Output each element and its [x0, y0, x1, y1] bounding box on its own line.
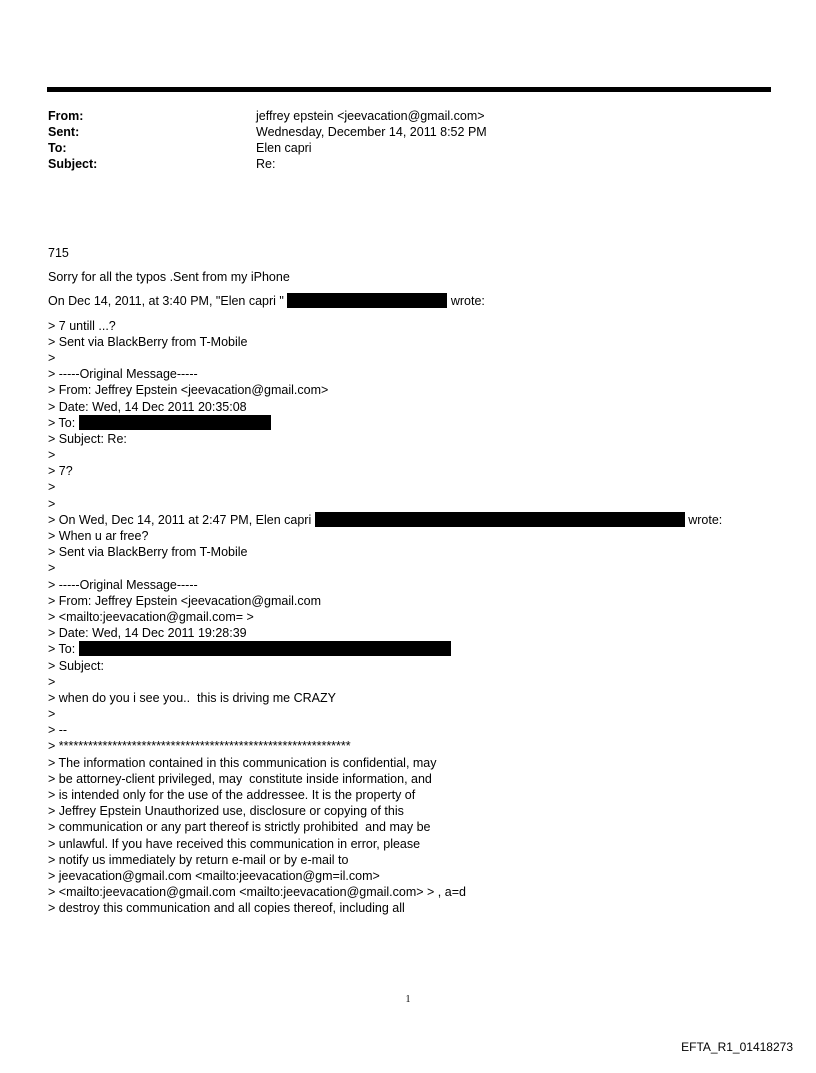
quoted-block-1 — [48, 318, 768, 415]
quoted-line: > 7? — [48, 464, 73, 479]
quoted-line: > destroy this communication and all copies thereof, including all — [48, 901, 405, 916]
quoted-line: > -----Original Message----- — [48, 577, 198, 592]
quoted-line: > The information contained in this communication is confidential, may — [48, 755, 437, 770]
quoted-line: > Date: Wed, 14 Dec 2011 19:28:39 — [48, 626, 247, 641]
quoted-line: > <mailto:jeevacation@gmail.com= > — [48, 609, 254, 624]
quoted-line: > — [48, 674, 56, 689]
quoted-line: > -----Original Message----- — [48, 367, 198, 382]
quoted-to-line — [48, 641, 768, 657]
header-label: Subject: — [48, 157, 98, 171]
quoted-line: > <mailto:jeevacation@gmail.com <mailto:jeevacation@gmail.com> > , a=d — [48, 885, 466, 900]
reply-intro-wrote: wrote: — [450, 294, 485, 309]
quoted-line: > — [48, 448, 56, 463]
quoted-line: > — [48, 480, 56, 495]
quoted-line: > 7 untill ...? — [48, 318, 116, 333]
header-row-to — [48, 140, 748, 156]
quoted-line: > communication or any part thereof is strictly prohibited and may be — [48, 820, 431, 835]
quoted-line: > Jeffrey Epstein Unauthorized use, disclosure or copying of this — [48, 804, 404, 819]
quoted-line: > ************************************************************ — [48, 739, 351, 754]
header-label: Sent: — [48, 125, 80, 139]
header-row-from — [48, 108, 748, 124]
quoted-line: > -- — [48, 723, 68, 738]
header-rule — [47, 87, 771, 92]
quoted-line: > — [48, 496, 56, 511]
email-body — [48, 245, 768, 917]
header-value: Wednesday, December 14, 2011 8:52 PM — [256, 125, 487, 139]
quoted-line: > — [48, 350, 56, 365]
quoted-line: > Subject: Re: — [48, 431, 127, 446]
quoted-line: > — [48, 561, 56, 576]
redaction-box — [287, 293, 447, 308]
quoted-line: > notify us immediately by return e-mail or by e-mail to — [48, 852, 349, 867]
redaction-box — [79, 641, 451, 656]
quoted-on-wed-wrote: wrote: — [688, 512, 723, 527]
quoted-line: > — [48, 707, 56, 722]
quoted-line: > Date: Wed, 14 Dec 2011 20:35:08 — [48, 399, 247, 414]
header-value: Elen capri — [256, 141, 312, 155]
quoted-line: > From: Jeffrey Epstein <jeevacation@gmail.com> — [48, 383, 329, 398]
quoted-line: > be attorney-client privileged, may constitute inside information, and — [48, 771, 432, 786]
quoted-on-wed-line — [48, 512, 768, 528]
email-header — [48, 108, 748, 172]
document-id: EFTA_R1_01418273 — [681, 1040, 793, 1054]
quoted-line: > unlawful. If you have received this communication in error, please — [48, 836, 421, 851]
body-number: 715 — [48, 246, 69, 260]
redaction-box — [79, 415, 271, 430]
quoted-line: > jeevacation@gmail.com <mailto:jeevacation@gm=il.com> — [48, 868, 380, 883]
quoted-line: > Sent via BlackBerry from T-Mobile — [48, 334, 248, 349]
quoted-on-wed-text: > On Wed, Dec 14, 2011 at 2:47 PM, Elen capri — [48, 512, 312, 527]
reply-intro-line — [48, 293, 768, 309]
header-label: To: — [48, 141, 67, 155]
header-value: Re: — [256, 157, 276, 171]
header-value: jeffrey epstein <jeevacation@gmail.com> — [256, 109, 485, 123]
quoted-line: > is intended only for the use of the addressee. It is the property of — [48, 788, 416, 802]
quoted-line: > Subject: — [48, 658, 104, 673]
quoted-block-4 — [48, 658, 768, 917]
quoted-line: > Sent via BlackBerry from T-Mobile — [48, 545, 248, 560]
quoted-to-label: > To: — [48, 642, 76, 657]
redaction-box — [315, 512, 685, 527]
reply-intro-text: On Dec 14, 2011, at 3:40 PM, "Elen capri " — [48, 294, 284, 309]
header-row-subject — [48, 156, 748, 172]
quoted-block-3 — [48, 528, 768, 641]
quoted-block-2 — [48, 431, 768, 512]
page-number: 1 — [405, 994, 411, 1005]
quoted-to-label: > To: — [48, 415, 76, 430]
quoted-line: > when do you i see you.. this is driving me CRAZY — [48, 690, 336, 705]
quoted-to-line — [48, 415, 768, 431]
header-label: From: — [48, 109, 84, 123]
signature-line: Sorry for all the typos .Sent from my iPhone — [48, 270, 290, 285]
header-row-sent — [48, 124, 748, 140]
quoted-line: > From: Jeffrey Epstein <jeevacation@gmail.com — [48, 593, 321, 608]
quoted-line: > When u ar free? — [48, 529, 149, 543]
